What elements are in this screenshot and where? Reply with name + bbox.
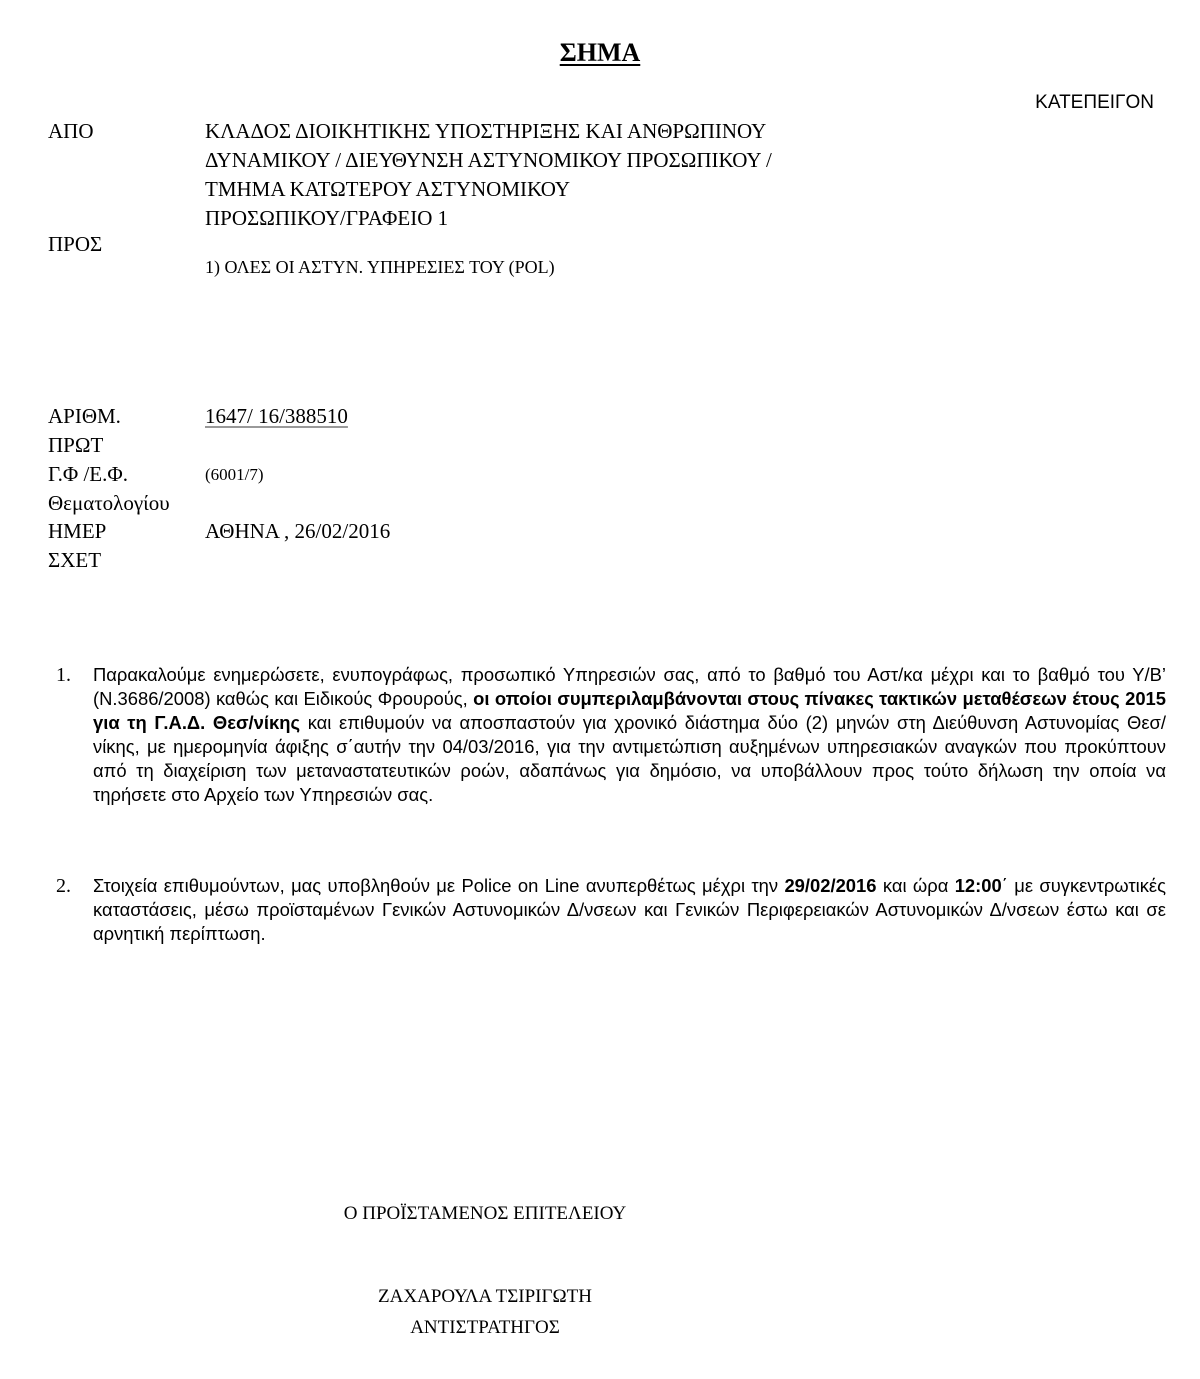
item-text-part: Στοιχεία επιθυμούντων, μας υποβληθούν με Police on Line ανυπερθέτως μέχρι την [93,875,785,896]
protocol-label-line-1: ΑΡΙΘΜ. [48,404,121,428]
list-item [56,663,1166,853]
to-label: ΠΡΟΣ [48,232,103,256]
file-code-label-line-2: Θεματολογίου [48,491,170,515]
date-label-line-1: ΗΜΕΡ [48,519,107,543]
from-line-1: ΚΛΑΔΟΣ ΔΙΟΙΚΗΤΙΚΗΣ ΥΠΟΣΤΗΡΙΞΗΣ ΚΑΙ ΑΝΘΡΩΠΙΝΟΥ [205,119,767,143]
date-value: ΑΘΗΝΑ , 26/02/2016 [205,519,391,543]
document-title: ΣΗΜΑ [559,38,641,67]
item-text-bold: 12:00 [954,875,1002,896]
from-value [205,117,905,233]
urgency-label: ΚΑΤΕΠΕΙΓΟΝ [1035,92,1154,113]
item-number: 2. [56,875,71,897]
signature-title: Ο ΠΡΟΪΣΤΑΜΕΝΟΣ ΕΠΙΤΕΛΕΙΟΥ [343,1203,627,1224]
file-code-label-line-1: Γ.Φ /Ε.Φ. [48,462,128,486]
date-label [48,517,106,575]
item-text-bold: οι οποίοι συμπεριλαμβάνονται στους πίνακες τακτικών μεταθέσεων έτους 2015 για τη Γ.Α.Δ. Θεσ/νίκης [93,688,1166,733]
protocol-label-line-2: ΠΡΩΤ [48,433,104,457]
item-text-part: Παρακαλούμε ενημερώσετε, ενυπογράφως, προσωπικό Υπηρεσιών σας, από το βαθμό του Αστ/κα μέχρι και το βαθμό του Υ/Β’ (Ν.3686/2008) καθώς και Ειδικούς Φρουρούς, [93,664,1166,709]
protocol-number: 1647/ 16/388510 [205,404,348,428]
list-item [56,874,1166,954]
protocol-label [48,402,121,460]
file-code-label [48,460,170,518]
item-text [93,663,1166,807]
item-text-part: ΄ με συγκεντρωτικές καταστάσεις, μέσω προϊσταμένων Γενικών Αστυνομικών Δ/νσεων και Γενικών Περιφερειακών Αστυνομικών Δ/νσεων έστω και σε αρνητική περίπτωση. [93,875,1166,944]
file-code-value: (6001/7) [205,465,264,484]
signature-rank: ΑΝΤΙΣΤΡΑΤΗΓΟΣ [410,1317,560,1338]
item-number: 1. [56,664,71,686]
from-line-2: ΔΥΝΑΜΙΚΟΥ / ΔΙΕΥΘΥΝΣΗ ΑΣΤΥΝΟΜΙΚΟΥ ΠΡΟΣΩΠΙΚΟΥ / [205,148,772,172]
item-text-part: και ώρα [876,875,955,896]
date-label-line-2: ΣΧΕΤ [48,548,102,572]
item-text-part: και επιθυμούν να αποσπαστούν για χρονικό διάστημα δύο (2) μηνών στη Διεύθυνση Αστυνομίας Θεσ/νίκης, με ημερομηνία άφιξης σ΄αυτήν την 04/03/2016, για την αντιμετώπιση αυξημένων υπηρεσιακών αναγκών που προκύπτουν από τη διαχείριση των μεταναστατευτικών ροών, αδαπάνως για δημόσιο, να υποβάλλουν προς τούτο δήλωση την οποία να τηρήσετε στο Αρχείο των Υπηρεσιών σας. [93,712,1166,805]
to-value: 1) ΟΛΕΣ ΟΙ ΑΣΤΥΝ. ΥΠΗΡΕΣΙΕΣ ΤΟΥ (POL) [205,257,555,277]
from-line-4: ΠΡΟΣΩΠΙΚΟΥ/ΓΡΑΦΕΙΟ 1 [205,206,449,230]
from-label: ΑΠΟ [48,119,94,143]
item-text-bold: 29/02/2016 [784,875,877,896]
signature-name: ΖΑΧΑΡΟΥΛΑ ΤΣΙΡΙΓΩΤΗ [378,1286,592,1307]
item-text [93,874,1166,946]
from-line-3: ΤΜΗΜΑ ΚΑΤΩΤΕΡΟΥ ΑΣΤΥΝΟΜΙΚΟΥ [205,177,570,201]
